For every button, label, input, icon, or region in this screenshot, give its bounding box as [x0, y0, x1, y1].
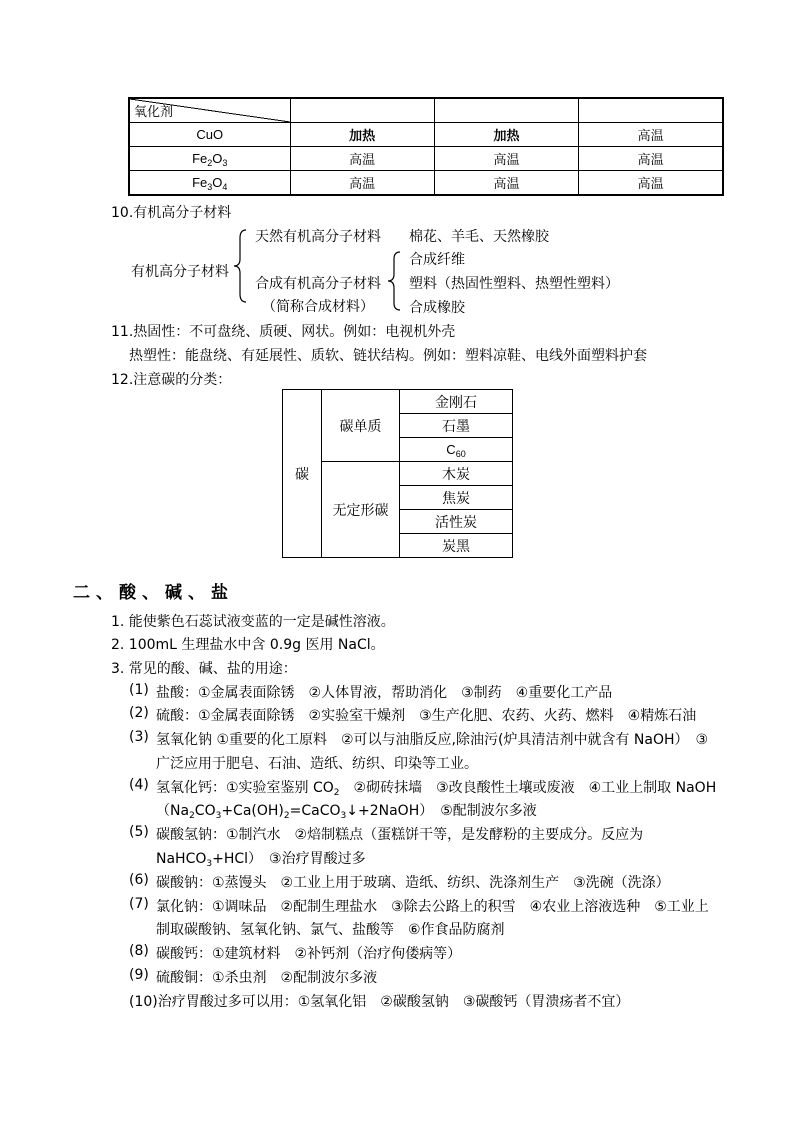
list-number: (6)	[129, 872, 149, 888]
table-cell: $Fe_2O_3$	[129, 147, 290, 171]
polymer-root-label: 有机高分子材料	[131, 264, 229, 280]
list-number: (5)	[129, 824, 149, 840]
list-item: 氢氧化钙：①实验室鉴别 $CO_2$ ②砌砖抹墙 ③改良酸性土壤或废液 ④工业上制取 NaOH	[156, 780, 717, 798]
list-item: 盐酸：①金属表面除锈 ②人体胃液，帮助消化 ③制药 ④重要化工产品	[156, 685, 613, 701]
table-cell: 高温	[579, 123, 723, 147]
natural-polymer-label: 天然有机高分子材料	[255, 229, 381, 245]
item10-title: 10.有机高分子材料	[111, 205, 232, 221]
synthetic-polymer-label: 合成有机高分子材料	[255, 276, 381, 292]
item11-line2: 热塑性：能盘绕、有延展性、质软、链状结构。例如：塑料凉鞋、电线外面塑料护套	[129, 348, 647, 364]
synthetic-type-item: 合成橡胶	[409, 300, 465, 316]
table-header-cell	[129, 98, 290, 123]
table-header-label: 氧化剂	[134, 105, 174, 120]
table-cell: 高温	[290, 147, 434, 171]
list-item-continuation: 制取碳酸钠、氢氧化钠、氯气、盐酸等 ⑥作食品防腐剂	[156, 922, 505, 938]
synthetic-polymer-note: （简称合成材料）	[262, 299, 374, 315]
item11-line1: 11.热固性：不可盘绕、质硬、网状。例如：电视机外壳	[111, 324, 456, 340]
list-number: (2)	[129, 705, 149, 721]
list-item: 硫酸：①金属表面除锈 ②实验室干燥剂 ③生产化肥、农药、火药、燃料 ④精炼石油	[156, 708, 697, 724]
table-cell: 石墨	[400, 414, 513, 438]
paragraph: 2. 100mL 生理盐水中含 0.9g 医用 NaCl。	[111, 637, 385, 653]
paragraph: 3. 常见的酸、碱、盐的用途：	[111, 661, 297, 677]
table-cell	[290, 98, 434, 123]
list-item-continuation: 广泛应用于肥皂、石油、造纸、纺织、印染等工业。	[156, 756, 478, 772]
list-number: (3)	[129, 729, 149, 745]
list-item-continuation: NaHCO$_3$+HCl） ③治疗胃酸过多	[156, 851, 366, 869]
synthetic-type-item: 塑料（热固性塑料、热塑性塑料）	[409, 276, 619, 292]
elemental-carbon-cell: 碳单质	[322, 390, 400, 462]
table-cell: 炭黑	[400, 534, 513, 558]
item12-title: 12.注意碳的分类：	[111, 372, 232, 388]
carbon-table	[282, 389, 513, 558]
table-cell: 高温	[290, 171, 434, 196]
table-cell: 金刚石	[400, 390, 513, 414]
table-cell: 焦炭	[400, 486, 513, 510]
list-number: (8)	[129, 943, 149, 959]
section-heading: 二、酸、碱、盐	[73, 583, 234, 603]
table-cell: 加热	[290, 123, 434, 147]
list-item: 氯化钠：①调味品 ②配制生理盐水 ③除去公路上的积雪 ④农业上溶液选种 ⑤工业上	[156, 899, 709, 915]
oxidant-table	[128, 97, 724, 196]
table-row	[129, 171, 723, 196]
left-brace-icon	[232, 228, 248, 304]
table-cell: 高温	[434, 147, 578, 171]
table-row	[129, 98, 723, 123]
list-number: (1)	[129, 682, 149, 698]
amorphous-carbon-cell: 无定形碳	[322, 462, 400, 558]
carbon-root-cell: 碳	[283, 390, 322, 558]
table-cell: $Fe_3O_4$	[129, 171, 290, 196]
list-item: 碳酸钠：①蒸馒头 ②工业上用于玻璃、造纸、纺织、洗涤剂生产 ③洗碗（洗涤）	[156, 875, 670, 891]
right-brace-icon	[386, 250, 402, 312]
list-number: (7)	[129, 896, 149, 912]
table-cell: 加热	[434, 123, 578, 147]
synthetic-type-item: 合成纤维	[409, 252, 465, 268]
table-cell: 活性炭	[400, 510, 513, 534]
paragraph: 1. 能使紫色石蕊试液变蓝的一定是碱性溶液。	[111, 614, 395, 630]
list-item: (10)治疗胃酸过多可以用：①氢氧化铝 ②碳酸氢钠 ③碳酸钙（胃溃疡者不宜）	[129, 994, 630, 1010]
table-cell: 高温	[579, 171, 723, 196]
table-cell: 高温	[434, 171, 578, 196]
list-item: 碳酸氢钠：①制汽水 ②焙制糕点（蛋糕饼干等，是发酵粉的主要成分。反应为	[156, 827, 644, 843]
list-item: 硫酸铜：①杀虫剂 ②配制波尔多液	[156, 970, 378, 986]
natural-polymer-examples: 棉花、羊毛、天然橡胶	[409, 229, 549, 245]
table-cell: 高温	[579, 147, 723, 171]
list-item: 氢氧化钠 ①重要的化工原料 ②可以与油脂反应,除油污(炉具清洁剂中就含有 NaOH） ③	[156, 732, 709, 748]
table-cell: $C_{60}$	[400, 438, 513, 462]
list-item: 碳酸钙：①建筑材料 ②补钙剂（治疗佝偻病等）	[156, 946, 462, 962]
table-row	[129, 147, 723, 171]
table-row	[129, 123, 723, 147]
list-number: (4)	[129, 777, 149, 793]
table-cell	[579, 98, 723, 123]
table-row	[283, 390, 513, 414]
list-item-continuation: $(Na_2CO_3+Ca(OH)_2=CaCO_3↓+2NaOH)$ ⑤配制波尔多液	[156, 803, 537, 821]
list-number: (9)	[129, 967, 149, 983]
table-cell: 木炭	[400, 462, 513, 486]
table-cell	[434, 98, 578, 123]
table-cell: CuO	[129, 123, 290, 147]
